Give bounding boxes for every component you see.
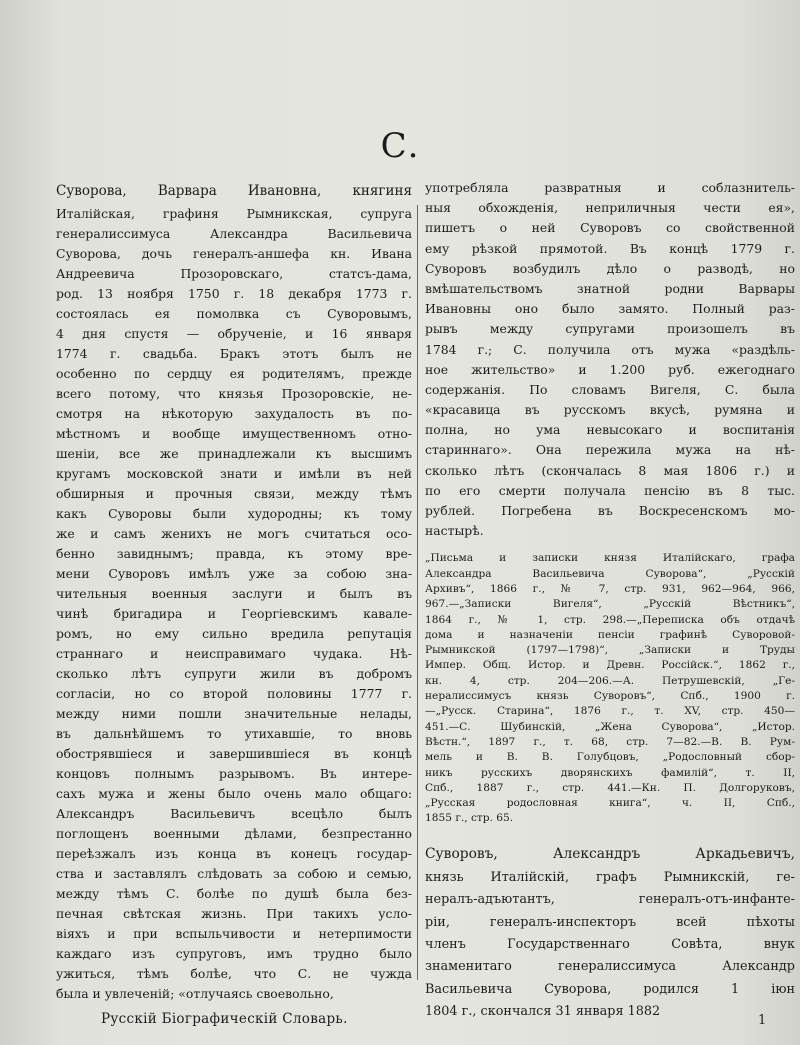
text-line: ное жительство» и 1.200 руб. ежегоднаго — [425, 361, 795, 377]
reference-line: Спб., 1887 г., стр. 441.—Кн. П. Долгоруковъ, — [425, 781, 795, 794]
text-line: согласіи, но со второй половины 1777 г. — [56, 686, 412, 701]
section-letter: С. — [380, 126, 420, 166]
text-line: ему рѣзкой прямотой. Въ концѣ 1779 г. — [425, 240, 795, 256]
reference-line: 967.—„Записки Вигеля“, „Русскій Вѣстникъ“, — [425, 598, 795, 611]
entry-suvorova-text — [56, 178, 412, 1004]
text-line: князь Италійскій, графъ Рымникскій, ге- — [425, 869, 795, 885]
reference-line: нералиссимусъ князь Суворовъ“, Спб., 1900 г. — [425, 690, 795, 703]
text-line: Александръ Васильевичъ всецѣло былъ — [56, 806, 412, 821]
text-line: обострявшіеся и завершившіеся въ концѣ — [56, 746, 412, 761]
entry-suvorov-text — [425, 841, 795, 1024]
text-line: бенно завиднымъ; правда, къ этому вре- — [56, 546, 412, 561]
reference-line: —„Русск. Старина“, 1876 г., т. XV, стр. 450— — [425, 705, 795, 718]
text-line: между тѣмъ С. болѣе по душѣ была без- — [56, 886, 412, 901]
text-line: состоялась ея помолвка съ Суворовымъ, — [56, 306, 412, 321]
text-line: особенно по сердцу ея родителямъ, прежде — [56, 366, 412, 381]
text-line: ріи, генералъ-инспекторъ всей пѣхоты — [425, 914, 795, 930]
text-line: ужиться, тѣмъ болѣе, что С. не чужда — [56, 966, 412, 981]
text-line: смотря на нѣкоторую захудалость въ по- — [56, 406, 412, 421]
text-line: шеніи, все же принадлежали къ высшимъ — [56, 446, 412, 461]
text-line: чительныя военныя заслуги и былъ въ — [56, 586, 412, 601]
text-line: Андреевича Прозоровскаго, статсъ-дама, — [56, 266, 412, 281]
footer-title: Русскій Біографическій Словарь. — [101, 1011, 348, 1027]
text-line: переѣзжалъ изъ конца въ конецъ государ- — [56, 846, 412, 861]
text-line: ства и заставлялъ слѣдовать за собою и семью, — [56, 866, 412, 881]
text-line: ромъ, но ему сильно вредила репутація — [56, 626, 412, 641]
text-line: членъ Государственнаго Совѣта, внук — [425, 936, 795, 952]
entry-suvorova-continuation — [425, 178, 795, 541]
text-line: печная свѣтская жизнь. При такихъ усло- — [56, 906, 412, 921]
text-line: мени Суворовъ имѣлъ уже за собою зна- — [56, 566, 412, 581]
text-line: Суворовъ возбудилъ дѣло о разводѣ, но — [425, 260, 795, 276]
text-line: по его смерти получала пенсію въ 8 тыс. — [425, 482, 795, 498]
text-line: содержанія. По словамъ Вигеля, С. была — [425, 381, 795, 397]
text-line: кругамъ московской знати и имѣли въ ней — [56, 466, 412, 481]
text-line: была и увлеченій; «отлучаясь своевольно, — [56, 986, 334, 1001]
text-line: Италійская, графиня Рымникская, супруга — [56, 206, 412, 221]
text-line: концовъ полнымъ разрывомъ. Въ интере- — [56, 766, 412, 781]
reference-line: 451.—С. Шубинскій, „Жена Суворова“, „Истор. — [425, 720, 795, 733]
reference-line: никъ русскихъ дворянскихъ фамилій“, т. II, — [425, 766, 795, 779]
text-line: Васильевича Суворова, родился 1 іюн — [425, 981, 795, 997]
text-line: нералъ-адъютантъ, генералъ-отъ-инфанте- — [425, 892, 795, 908]
text-line: страннаго и неисправимаго чудака. Нѣ- — [56, 646, 412, 661]
reference-line: Александра Васильевича Суворова“, „Русскій — [425, 567, 795, 580]
text-line: чинѣ бригадира и Георгіевскимъ кавале- — [56, 606, 412, 621]
text-line: сахъ мужа и жены было очень мало общаго: — [56, 786, 412, 801]
text-line: 4 дня спустя — обрученіе, и 16 января — [56, 326, 412, 341]
reference-line: Вѣстн.“, 1897 г., т. 68, стр. 7—82.—В. В. Рум- — [425, 735, 795, 748]
reference-line: кн. 4, стр. 204—206.—А. Петрушевскій, „Ге- — [425, 674, 795, 687]
reference-line: дома и назначеніи пенсіи графинѣ Суворовой- — [425, 628, 795, 641]
text-line: Суворова, дочь генералъ-аншефа кн. Ивана — [56, 246, 412, 261]
text-line: 1774 г. свадьба. Бракъ этотъ былъ не — [56, 346, 412, 361]
text-line: Суворова, Варвара Ивановна, княгиня — [56, 183, 412, 199]
text-line: «красавица въ русскомъ вкусѣ, румяна и — [425, 402, 795, 418]
text-line: вмѣшательствомъ знатной родни Варвары — [425, 280, 795, 296]
left-column — [56, 178, 412, 1004]
text-line: же и самъ женихъ не могъ считаться осо- — [56, 526, 412, 541]
page-number: 1 — [758, 1013, 767, 1028]
reference-line: 1855 г., стр. 65. — [425, 812, 514, 825]
text-line: знаменитаго генералиссимуса Александр — [425, 959, 795, 975]
reference-line: 1864 г., № 1, стр. 298.—„Переписка объ отдачѣ — [425, 613, 795, 626]
text-line: рублей. Погребена въ Воскресенскомъ мо- — [425, 503, 795, 518]
text-line: поглощенъ военными дѣлами, безпрестанно — [56, 826, 412, 841]
reference-line: „Русская родословная книга“, ч. II, Спб., — [425, 797, 795, 810]
reference-line: Рымникской (1797—1798)“, „Записки и Труды — [425, 644, 795, 657]
text-line: каждаго изъ супруговъ, имъ трудно было — [56, 946, 412, 961]
text-line: сколько лѣтъ (скончалась 8 мая 1806 г.) и — [425, 462, 795, 478]
right-column — [425, 178, 795, 1023]
reference-line: мель и В. В. Голубцовъ, „Родословный сбор- — [425, 751, 795, 764]
text-line: 1784 г.; С. получила отъ мужа «раздѣль- — [425, 341, 795, 357]
entry-suvorova-references — [425, 551, 795, 826]
text-line: рывъ между супругами произошелъ въ — [425, 321, 795, 337]
text-line: пишетъ о ней Суворовъ со свойственной — [425, 220, 795, 236]
text-line: полна, но ума невысокаго и воспитанія — [425, 422, 795, 438]
text-line: въ дальнѣйшемъ то утихавшіе, то вновь — [56, 726, 412, 741]
column-divider — [417, 205, 418, 980]
text-line: ныя обхожденія, неприличныя чести ея», — [425, 200, 795, 216]
reference-line: Импер. Общ. Истор. и Древн. Россійск.“, 1862 г., — [425, 659, 795, 672]
text-line: генералиссимуса Александра Васильевича — [56, 226, 412, 241]
text-line: обширныя и прочныя связи, между тѣмъ — [56, 486, 412, 501]
text-line: Ивановны оно было замято. Полный раз- — [425, 301, 795, 317]
text-line: между ними пошли значительные нелады, — [56, 706, 412, 721]
text-line: 1804 г., скончался 31 января 1882 — [425, 1004, 661, 1020]
text-line: род. 13 ноября 1750 г. 18 декабря 1773 г. — [56, 286, 412, 301]
text-line: стариннаго». Она пережила мужа на нѣ- — [425, 442, 795, 458]
text-line: мѣстномъ и вообще имущественномъ отно- — [56, 426, 412, 441]
text-line: какъ Суворовы были худородны; къ тому — [56, 506, 412, 521]
text-line: віяхъ и при вспыльчивости и нетерпимости — [56, 926, 412, 941]
text-line: сколько лѣтъ супруги жили въ добромъ — [56, 666, 412, 681]
text-line: употребляла развратныя и соблазнитель- — [425, 180, 795, 195]
reference-line: Архивъ“, 1866 г., № 7, стр. 931, 962—964, 966, — [425, 582, 795, 595]
text-line: всего потому, что князья Прозоровскіе, не- — [56, 386, 412, 401]
text-line: настырѣ. — [425, 523, 484, 539]
text-line: Суворовъ, Александръ Аркадьевичъ, — [425, 845, 795, 862]
reference-line: „Письма и записки князя Италійскаго, графа — [425, 552, 795, 565]
